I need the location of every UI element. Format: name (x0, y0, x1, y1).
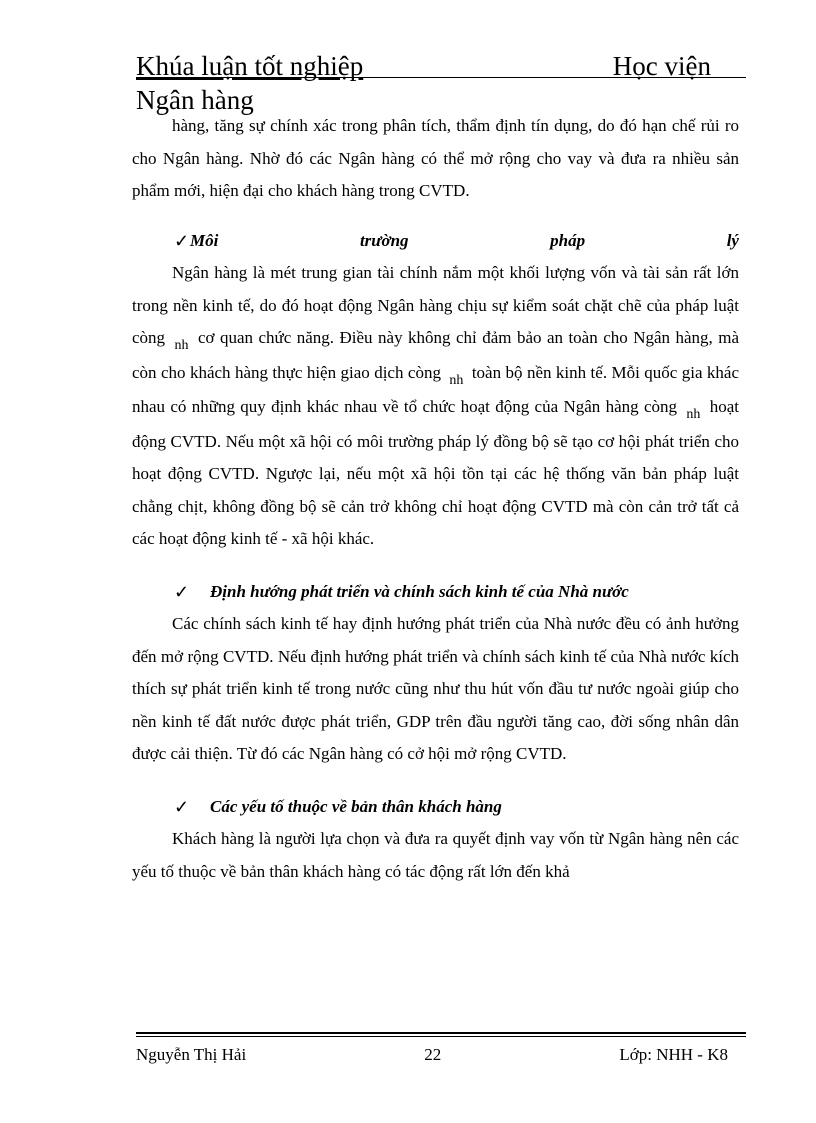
heading-text: Định hướng phát triển và chính sách kinh tế của Nhà nước (210, 581, 629, 601)
page-footer (136, 1032, 746, 1065)
paragraph-2 (132, 257, 739, 556)
page-header (136, 50, 746, 116)
paragraph-2-sub-2: nh (449, 372, 464, 388)
paragraph-2-part-a: Ngân hàng là mét trung gian tài chính nắm một khối lượng vốn và tài sản rất lớn trong nền kinh tế, do đó hoạt động Ngân hàng chịu sự kiểm soát chặt chẽ của pháp luật còng (132, 263, 739, 347)
heading-word: lý (726, 230, 739, 250)
paragraph-2-part-c: toàn bộ nền kinh tế. Mỗi quốc gia khác nhau có những quy định khác nhau về tổ chức hoạt động của Ngân hàng còng (132, 362, 740, 416)
heading-text: Các yếu tố thuộc về bản thân khách hàng (210, 796, 502, 816)
header-rule (136, 77, 746, 78)
heading-word: trường (359, 230, 409, 250)
checkmark-icon: ✓ (174, 581, 190, 602)
checkmark-icon: ✓ (174, 796, 190, 817)
paragraph-2-part-b: cơ quan chức năng. Điều này không chỉ đảm bảo an toàn cho Ngân hàng, mà còn cho khách hàng thực hiện giao dịch còng (132, 328, 740, 382)
heading-word: pháp (550, 230, 586, 250)
footer-row (136, 1045, 746, 1065)
paragraph-4: Khách hàng là người lựa chọn và đưa ra quyết định vay vốn từ Ngân hàng nên các yếu tố thuộc về bản thân khách hàng có tác động rất lớn đến khả (132, 829, 739, 881)
paragraph-2-sub-3: nh (686, 407, 701, 422)
footer-rule-thick (136, 1032, 746, 1034)
footer-rule-thin (136, 1036, 746, 1037)
header-line (136, 50, 746, 82)
section-heading-policy (132, 576, 739, 609)
section-heading-legal (132, 225, 739, 258)
document-body (132, 110, 739, 888)
section-heading-customer (132, 791, 739, 824)
paragraph-2-sub-1: nh (174, 338, 189, 353)
paragraph-1: hàng, tăng sự chính xác trong phân tích, thẩm định tín dụng, do đó hạn chế rủi ro cho Ngân hàng. Nhờ đó các Ngân hàng có thể mở rộng cho vay và đưa ra nhiều sản phẩm mới, hiện đại cho khách hàng trong CVTD. (132, 116, 739, 200)
header-thesis-title: Khúa luận tốt nghiệp (136, 51, 364, 81)
footer-class: Lớp: NHH - K8 (619, 1045, 728, 1064)
header-institution-cont: Ngân hàng (136, 85, 254, 115)
footer-author: Nguyễn Thị Hải (136, 1045, 247, 1064)
heading-text (190, 225, 739, 258)
paragraph-2-part-d: hoạt động CVTD. Nếu một xã hội có môi trường pháp lý đồng bộ sẽ tạo cơ hội phát triển cho hoạt động CVTD. Ngược lại, nếu một xã hội tồn tại các hệ thống văn bản pháp luật chằng chịt, không đồng bộ sẽ cản trở không chỉ hoạt động CVTD mà còn cản trở tất cả các hoạt động kinh tế - xã hội khác. (132, 397, 740, 548)
footer-page-number: 22 (424, 1045, 442, 1064)
heading-word: Môi (190, 230, 219, 250)
checkmark-icon: ✓ (174, 230, 190, 251)
paragraph-3: Các chính sách kinh tế hay định hướng phát triển của Nhà nước đều có ảnh hưởng đến mở rộng CVTD. Nếu định hướng phát triển và chính sách kinh tế của Nhà nước kích thích sự phát triển kinh tế trong nước cũng như thu hút vốn đầu tư nước ngoài giúp cho nền kinh tế đất nước được phát triển, GDP trên đầu người tăng cao, đời sống nhân dân được cải thiện. Từ đó các Ngân hàng có cở hội mở rộng CVTD. (132, 614, 739, 763)
header-institution: Học viện (612, 51, 711, 81)
